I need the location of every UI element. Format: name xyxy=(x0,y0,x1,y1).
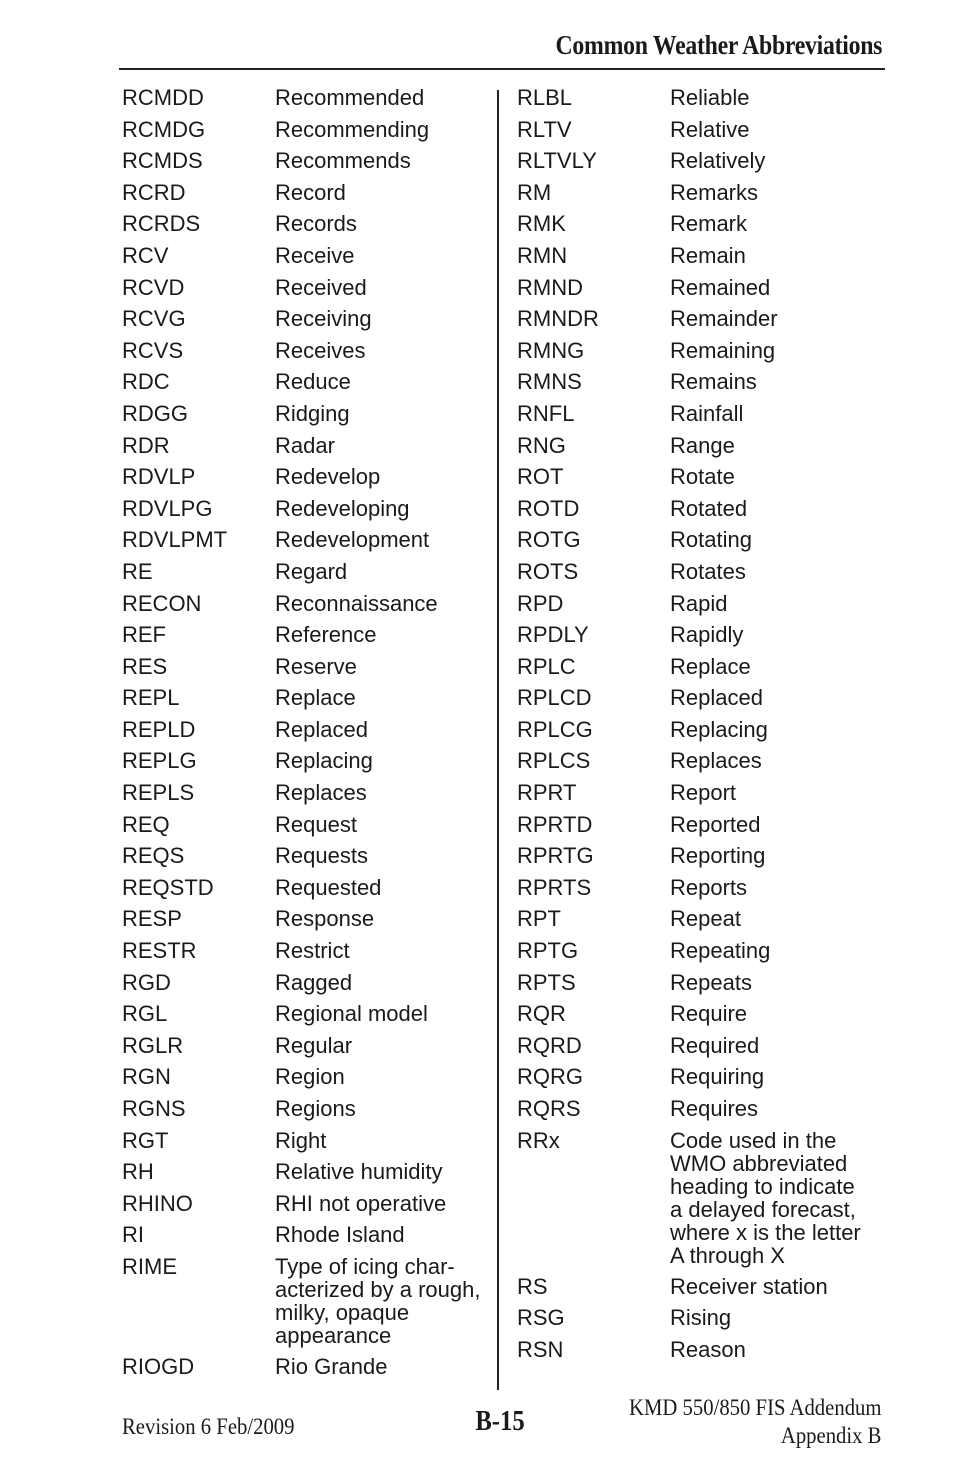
abbreviation-entry xyxy=(517,1125,887,1271)
footer-revision: Revision 6 Feb/2009 xyxy=(122,1414,295,1439)
abbreviation-meaning: Reconnaissance xyxy=(275,590,438,616)
abbreviation-code: RNG xyxy=(517,432,566,458)
abbreviation-entry xyxy=(122,745,492,777)
abbreviation-code: REPLD xyxy=(122,716,196,742)
abbreviation-code: RMN xyxy=(517,242,568,268)
abbreviation-entry xyxy=(122,461,492,493)
abbreviation-meaning: Code used in the WMO abbreviated heading to indicate a delayed forecast, where x is the letter A through X xyxy=(670,1127,861,1268)
abbreviation-code: RIOGD xyxy=(122,1353,195,1379)
abbreviation-entry xyxy=(122,366,492,398)
abbreviation-code: RESTR xyxy=(122,938,197,964)
abbreviation-meaning: Receive xyxy=(275,242,355,268)
abbreviation-meaning: Remains xyxy=(670,369,757,395)
abbreviation-entry xyxy=(517,903,887,935)
abbreviation-entry xyxy=(122,145,492,177)
abbreviation-meaning: Replacing xyxy=(670,716,768,742)
abbreviation-entry xyxy=(122,967,492,999)
abbreviation-code: RM xyxy=(517,179,552,205)
abbreviation-code: ROTG xyxy=(517,527,581,553)
abbreviation-meaning: Repeat xyxy=(670,906,741,932)
abbreviation-entry xyxy=(517,208,887,240)
abbreviation-code: RCRDS xyxy=(122,211,201,237)
abbreviation-code: RMND xyxy=(517,274,583,300)
abbreviation-meaning: Repeating xyxy=(670,938,771,964)
abbreviation-entry xyxy=(122,935,492,967)
abbreviation-meaning: Receives xyxy=(275,337,366,363)
abbreviation-code: RMNS xyxy=(517,369,582,395)
abbreviation-meaning: Replace xyxy=(670,653,751,679)
abbreviation-meaning: Recommends xyxy=(275,148,411,174)
abbreviation-meaning: Received xyxy=(275,274,367,300)
abbreviation-meaning: Response xyxy=(275,906,375,932)
abbreviation-entry xyxy=(122,398,492,430)
abbreviation-code: RMNG xyxy=(517,337,585,363)
abbreviation-code: RGT xyxy=(122,1127,169,1153)
abbreviation-code: RGLR xyxy=(122,1032,184,1058)
page-header-title: Common Weather Abbreviations xyxy=(555,30,882,60)
abbreviation-entry xyxy=(517,114,887,146)
abbreviation-code: RPRT xyxy=(517,780,577,806)
abbreviation-code: RRx xyxy=(517,1127,560,1153)
abbreviation-meaning: Type of icing char- acterized by a rough, milky, opaque appearance xyxy=(275,1253,481,1348)
abbreviation-meaning: Remarks xyxy=(670,179,759,205)
abbreviation-meaning: Receiver station xyxy=(670,1273,828,1299)
abbreviation-code: RGL xyxy=(122,1001,168,1027)
abbreviation-meaning: Requires xyxy=(670,1096,759,1121)
abbreviation-code: RPTG xyxy=(517,938,579,964)
abbreviation-entry xyxy=(517,303,887,335)
abbreviation-meaning: Radar xyxy=(275,432,335,458)
abbreviation-code: RQRG xyxy=(517,1064,583,1090)
abbreviation-code: RPDLY xyxy=(517,622,589,648)
abbreviation-entry xyxy=(517,398,887,430)
abbreviation-code: RLBL xyxy=(517,85,573,110)
abbreviation-meaning: Reliable xyxy=(670,85,750,110)
abbreviation-meaning: Ragged xyxy=(275,969,353,995)
abbreviation-entry xyxy=(517,714,887,746)
abbreviation-meaning: Requests xyxy=(275,843,368,869)
abbreviation-meaning: Replaces xyxy=(275,780,367,806)
abbreviation-meaning: Request xyxy=(275,811,357,837)
abbreviation-meaning: Redevelopment xyxy=(275,527,430,553)
abbreviation-code: RIME xyxy=(122,1253,177,1279)
abbreviation-code: RH xyxy=(122,1159,154,1185)
abbreviation-entry xyxy=(122,840,492,872)
abbreviation-meaning: Remark xyxy=(670,211,748,237)
abbreviation-entry xyxy=(517,619,887,651)
abbreviation-entry xyxy=(122,714,492,746)
abbreviation-entry xyxy=(517,1030,887,1062)
abbreviation-code: RDC xyxy=(122,369,170,395)
abbreviation-entry xyxy=(517,461,887,493)
abbreviation-code: RPLCD xyxy=(517,685,592,711)
abbreviation-code: RGD xyxy=(122,969,171,995)
abbreviation-code: RSG xyxy=(517,1305,565,1331)
abbreviation-code: RDVLPMT xyxy=(122,527,228,553)
abbreviation-entry xyxy=(517,745,887,777)
abbreviation-entry xyxy=(122,809,492,841)
abbreviation-entry xyxy=(517,967,887,999)
abbreviation-entry xyxy=(122,335,492,367)
abbreviation-meaning: Rotated xyxy=(670,495,748,521)
abbreviation-code: RCV xyxy=(122,242,169,268)
abbreviation-meaning: Reduce xyxy=(275,369,351,395)
abbreviation-meaning: Remained xyxy=(670,274,771,300)
abbreviation-code: RCMDG xyxy=(122,116,206,142)
footer-document-info xyxy=(629,1394,881,1450)
abbreviation-code: REQSTD xyxy=(122,874,214,900)
abbreviation-meaning: Recommended xyxy=(275,85,425,110)
abbreviation-meaning: Rapidly xyxy=(670,622,744,648)
abbreviation-meaning: Redeveloping xyxy=(275,495,410,521)
abbreviation-code: RQRD xyxy=(517,1032,582,1058)
abbreviation-meaning: Replace xyxy=(275,685,356,711)
abbreviation-meaning: Relatively xyxy=(670,148,766,174)
abbreviation-entry xyxy=(517,651,887,683)
abbreviation-code: RCVG xyxy=(122,306,186,332)
abbreviation-code: RCRD xyxy=(122,179,186,205)
abbreviation-entry xyxy=(122,1219,492,1251)
abbreviation-code: REQ xyxy=(122,811,170,837)
abbreviation-entry xyxy=(122,619,492,651)
abbreviation-meaning: Range xyxy=(670,432,735,458)
abbreviation-code: RQRS xyxy=(517,1096,581,1121)
abbreviation-code: RCMDS xyxy=(122,148,203,174)
abbreviation-entry xyxy=(122,1030,492,1062)
abbreviation-meaning: Region xyxy=(275,1064,345,1090)
abbreviation-meaning: Replaced xyxy=(670,685,763,711)
footer-doc-subtitle: Appendix B xyxy=(780,1423,881,1448)
abbreviation-code: RSN xyxy=(517,1336,564,1362)
abbreviation-meaning: Reported xyxy=(670,811,761,837)
abbreviation-entry xyxy=(517,240,887,272)
abbreviation-meaning: Ridging xyxy=(275,400,350,426)
abbreviation-entry xyxy=(122,303,492,335)
abbreviation-meaning: Report xyxy=(670,780,737,806)
abbreviation-entry xyxy=(122,430,492,462)
abbreviation-entry xyxy=(517,809,887,841)
abbreviation-code: RDVLPG xyxy=(122,495,213,521)
abbreviation-meaning: Reference xyxy=(275,622,377,648)
abbreviation-entry xyxy=(122,1061,492,1093)
abbreviation-code: RPRTD xyxy=(517,811,593,837)
abbreviation-meaning: Rising xyxy=(670,1305,732,1331)
abbreviation-meaning: Receiving xyxy=(275,306,372,332)
abbreviation-meaning: Remainder xyxy=(670,306,778,332)
abbreviation-entry xyxy=(122,177,492,209)
abbreviation-entry xyxy=(122,651,492,683)
abbreviation-entry xyxy=(122,588,492,620)
abbreviation-entry xyxy=(122,1156,492,1188)
abbreviation-code: RLTV xyxy=(517,116,572,142)
abbreviation-code: RPLC xyxy=(517,653,576,679)
abbreviation-meaning: Record xyxy=(275,179,346,205)
abbreviation-entry xyxy=(517,366,887,398)
abbreviation-meaning: Replaces xyxy=(670,748,762,774)
abbreviation-entry xyxy=(517,588,887,620)
abbreviation-code: RI xyxy=(122,1222,144,1248)
abbreviation-meaning: Require xyxy=(670,1001,748,1027)
abbreviation-meaning: Rio Grande xyxy=(275,1353,388,1379)
abbreviation-meaning: Reserve xyxy=(275,653,357,679)
abbreviation-code: ROTS xyxy=(517,558,579,584)
abbreviation-entry xyxy=(122,903,492,935)
abbreviation-entry xyxy=(517,1093,887,1125)
abbreviation-meaning: Reporting xyxy=(670,843,766,869)
abbreviation-entry xyxy=(517,1334,887,1366)
abbreviation-code: RNFL xyxy=(517,400,575,426)
abbreviation-meaning: Restrict xyxy=(275,938,350,964)
abbreviation-meaning: Reports xyxy=(670,874,748,900)
abbreviation-meaning: Regard xyxy=(275,558,348,584)
abbreviation-entry xyxy=(517,82,887,114)
abbreviation-entry xyxy=(517,998,887,1030)
abbreviation-entry xyxy=(517,840,887,872)
abbreviation-meaning: Right xyxy=(275,1127,327,1153)
abbreviation-code: RDGG xyxy=(122,400,188,426)
abbreviations-left-column xyxy=(122,82,492,1383)
abbreviation-code: RPRTS xyxy=(517,874,592,900)
abbreviation-entry xyxy=(122,524,492,556)
abbreviation-entry xyxy=(122,998,492,1030)
abbreviation-meaning: Recommending xyxy=(275,116,430,142)
abbreviation-code: RDVLP xyxy=(122,464,196,490)
abbreviation-entry xyxy=(517,335,887,367)
abbreviation-entry xyxy=(517,682,887,714)
abbreviation-entry xyxy=(517,872,887,904)
abbreviation-code: RCVS xyxy=(122,337,184,363)
abbreviation-code: RCMDD xyxy=(122,85,204,110)
abbreviation-entry xyxy=(122,1188,492,1220)
abbreviation-code: RES xyxy=(122,653,168,679)
abbreviation-entry xyxy=(122,777,492,809)
abbreviation-entry xyxy=(122,493,492,525)
abbreviation-code: RQR xyxy=(517,1001,566,1027)
abbreviation-entry xyxy=(517,1302,887,1334)
abbreviation-meaning: Rhode Island xyxy=(275,1222,405,1248)
abbreviation-code: RGN xyxy=(122,1064,171,1090)
abbreviation-code: RPLCS xyxy=(517,748,591,774)
abbreviation-entry xyxy=(122,272,492,304)
abbreviation-meaning: Remain xyxy=(670,242,746,268)
abbreviation-meaning: Relative xyxy=(670,116,750,142)
abbreviation-meaning: Rapid xyxy=(670,590,728,616)
abbreviation-code: RGNS xyxy=(122,1096,186,1121)
abbreviation-entry xyxy=(122,1093,492,1125)
abbreviation-code: RESP xyxy=(122,906,182,932)
abbreviation-code: RPLCG xyxy=(517,716,593,742)
abbreviation-meaning: Regions xyxy=(275,1096,356,1121)
abbreviation-entry xyxy=(122,114,492,146)
abbreviation-code: RLTVLY xyxy=(517,148,597,174)
abbreviation-meaning: Requested xyxy=(275,874,382,900)
abbreviation-code: REPL xyxy=(122,685,180,711)
abbreviation-entry xyxy=(517,177,887,209)
abbreviation-meaning: Regular xyxy=(275,1032,353,1058)
abbreviation-entry xyxy=(517,777,887,809)
abbreviation-code: ROTD xyxy=(517,495,580,521)
abbreviation-code: RDR xyxy=(122,432,170,458)
abbreviation-meaning: Regional model xyxy=(275,1001,428,1027)
abbreviation-code: RPTS xyxy=(517,969,576,995)
abbreviation-entry xyxy=(122,240,492,272)
abbreviation-entry xyxy=(517,1271,887,1303)
abbreviation-code: RMNDR xyxy=(517,306,599,332)
abbreviation-meaning: RHI not operative xyxy=(275,1190,447,1216)
abbreviation-entry xyxy=(517,272,887,304)
abbreviation-code: RPD xyxy=(517,590,564,616)
abbreviation-entry xyxy=(122,208,492,240)
footer-page-number: B-15 xyxy=(475,1406,525,1437)
abbreviation-code: RPRTG xyxy=(517,843,594,869)
abbreviation-entry xyxy=(122,1351,492,1383)
abbreviations-right-column xyxy=(517,82,887,1365)
abbreviation-code: RPT xyxy=(517,906,561,932)
abbreviation-code: RMK xyxy=(517,211,566,237)
abbreviation-code: RCVD xyxy=(122,274,185,300)
abbreviation-meaning: Records xyxy=(275,211,357,237)
abbreviation-entry xyxy=(517,493,887,525)
abbreviation-meaning: Replaced xyxy=(275,716,368,742)
abbreviation-entry xyxy=(517,430,887,462)
abbreviation-entry xyxy=(122,556,492,588)
abbreviation-meaning: Repeats xyxy=(670,969,752,995)
abbreviation-entry xyxy=(122,682,492,714)
abbreviation-code: ROT xyxy=(517,464,564,490)
abbreviation-entry xyxy=(517,524,887,556)
abbreviation-meaning: Rotates xyxy=(670,558,746,584)
abbreviation-meaning: Rainfall xyxy=(670,400,744,426)
abbreviation-meaning: Rotating xyxy=(670,527,752,553)
abbreviation-meaning: Requiring xyxy=(670,1064,765,1090)
abbreviation-code: REPLS xyxy=(122,780,195,806)
abbreviation-entry xyxy=(122,1251,492,1351)
abbreviation-entry xyxy=(517,145,887,177)
abbreviation-code: RHINO xyxy=(122,1190,193,1216)
abbreviation-meaning: Remaining xyxy=(670,337,776,363)
abbreviation-code: REQS xyxy=(122,843,185,869)
column-divider xyxy=(497,90,499,1390)
abbreviation-meaning: Replacing xyxy=(275,748,373,774)
abbreviation-entry xyxy=(517,935,887,967)
abbreviation-code: RS xyxy=(517,1273,548,1299)
abbreviation-meaning: Redevelop xyxy=(275,464,381,490)
abbreviation-entry xyxy=(122,872,492,904)
abbreviation-meaning: Relative humidity xyxy=(275,1159,443,1185)
header-rule xyxy=(119,68,885,70)
abbreviation-entry xyxy=(122,1125,492,1157)
footer-doc-title: KMD 550/850 FIS Addendum xyxy=(628,1395,881,1420)
abbreviation-code: REPLG xyxy=(122,748,197,774)
abbreviation-code: REF xyxy=(122,622,166,648)
abbreviation-code: RECON xyxy=(122,590,202,616)
abbreviation-meaning: Rotate xyxy=(670,464,735,490)
abbreviation-meaning: Required xyxy=(670,1032,760,1058)
abbreviation-code: RE xyxy=(122,558,153,584)
abbreviation-meaning: Reason xyxy=(670,1336,746,1362)
abbreviation-entry xyxy=(517,1061,887,1093)
abbreviation-entry xyxy=(122,82,492,114)
abbreviation-entry xyxy=(517,556,887,588)
